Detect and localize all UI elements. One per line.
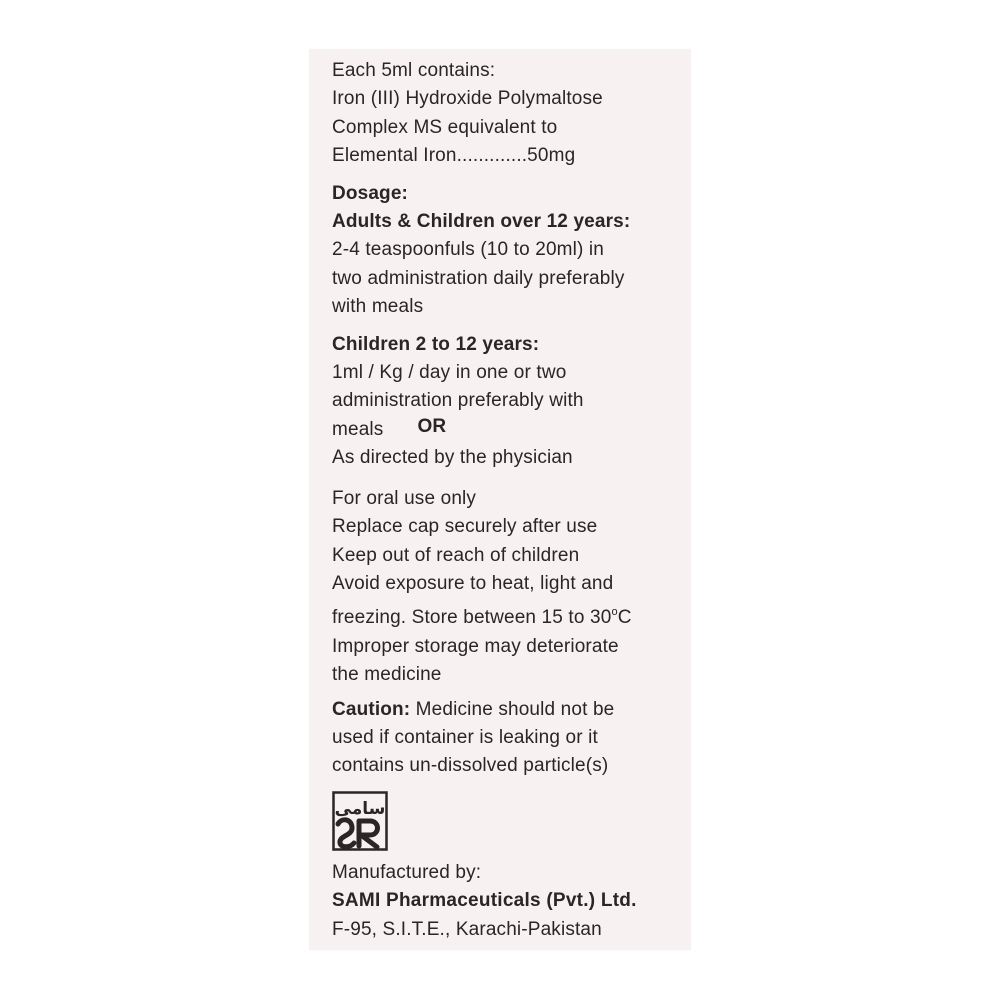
children-dosage-line: administration preferably with [332, 390, 584, 412]
caution-label: Caution: [332, 698, 411, 720]
caution-line: contains un-dissolved particle(s) [332, 755, 609, 777]
caution-line: used if container is leaking or it [332, 726, 598, 748]
storage-temperature-line [332, 598, 687, 632]
storage-line: Improper storage may deteriorate [332, 635, 619, 657]
adults-heading: Adults & Children over 12 years: [332, 211, 631, 233]
adults-dosage-line: with meals [332, 296, 424, 318]
composition-heading: Each 5ml contains: [332, 60, 496, 81]
caution-line [332, 696, 687, 724]
storage-line: Keep out of reach of children [332, 544, 580, 566]
manufacturer-address: F-95, S.I.T.E., Karachi-Pakistan [332, 918, 602, 940]
celsius-text: C [617, 607, 632, 629]
degree-symbol: o [611, 606, 618, 619]
directed-line: As directed by the physician [332, 447, 573, 469]
freezing-text: freezing. Store between 15 to 30 [332, 607, 612, 629]
manufactured-by-heading: Manufactured by: [332, 861, 482, 883]
children-meals-line [332, 416, 687, 444]
medicine-label [309, 49, 691, 950]
children-dosage-line: 1ml / Kg / day in one or two [332, 362, 567, 384]
logo-urdu-text: سامی [334, 798, 386, 819]
composition-line: Iron (III) Hydroxide Polymaltose [332, 88, 603, 110]
storage-line: Replace cap securely after use [332, 516, 598, 538]
manufacturer-company: SAMI Pharmaceuticals (Pvt.) Ltd. [332, 890, 637, 912]
storage-line: For oral use only [332, 487, 477, 509]
dosage-heading: Dosage: [332, 182, 409, 204]
composition-line: Complex MS equivalent to [332, 116, 558, 138]
or-text: OR [417, 415, 447, 437]
children-heading: Children 2 to 12 years: [332, 333, 540, 355]
adults-dosage-line: 2-4 teaspoonfuls (10 to 20ml) in [332, 239, 605, 261]
sami-logo-icon [332, 791, 388, 851]
adults-dosage-line: two administration daily preferably [332, 267, 625, 289]
storage-line: the medicine [332, 664, 442, 686]
storage-line: Avoid exposure to heat, light and [332, 572, 614, 594]
composition-line: Elemental Iron.............50mg [332, 145, 576, 167]
meals-text: meals [332, 418, 384, 440]
caution-text: Medicine should not be [410, 698, 615, 720]
label-content [332, 57, 687, 944]
